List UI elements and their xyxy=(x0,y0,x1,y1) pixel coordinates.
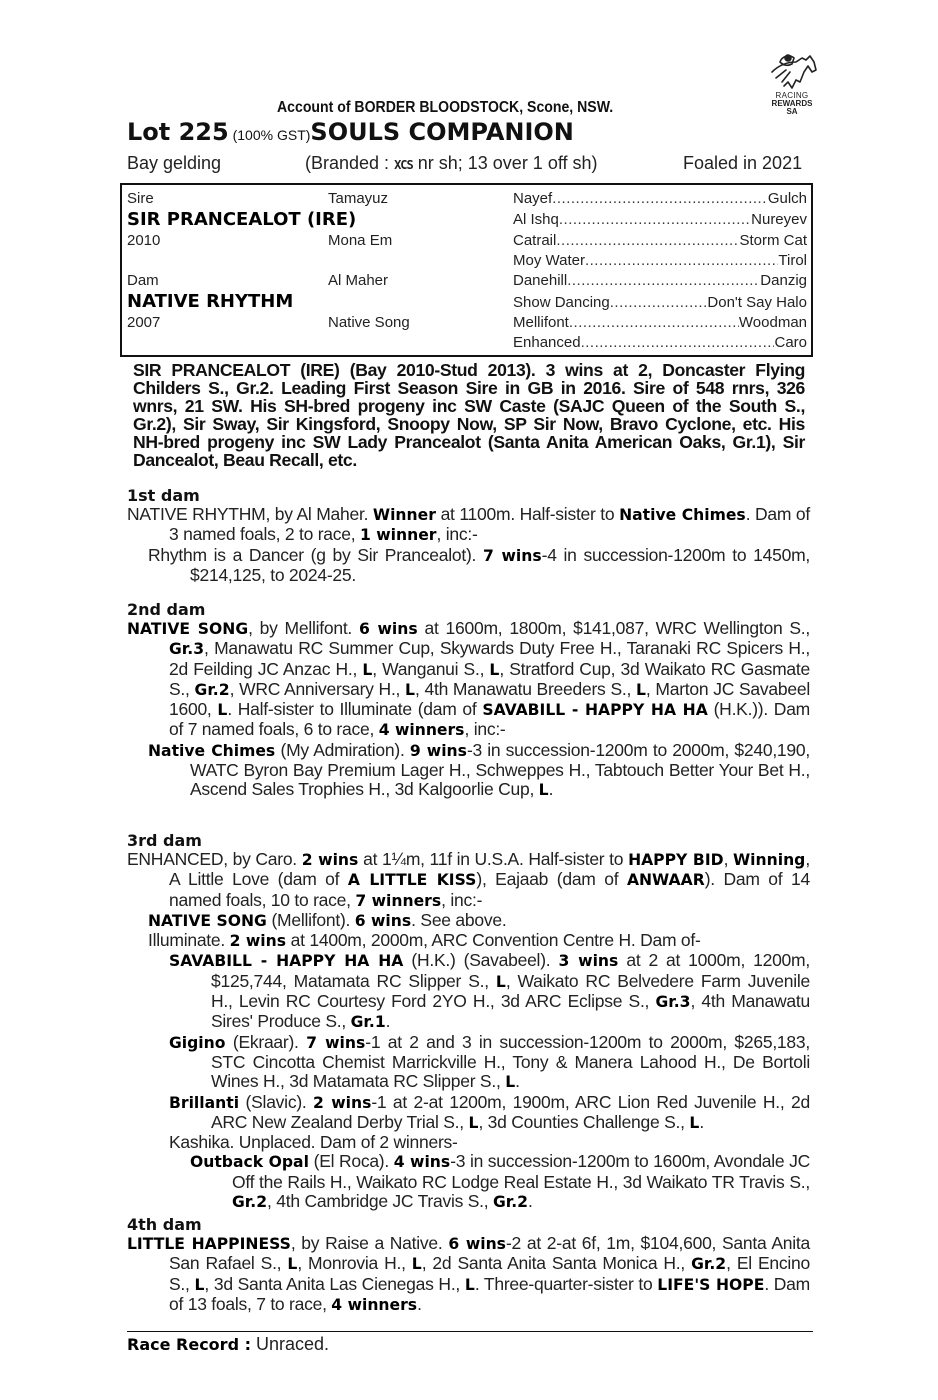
bold-run: A LITTLE KISS xyxy=(347,871,477,890)
bold-run: 2 wins xyxy=(229,932,287,951)
text-run: (El Roca). xyxy=(308,1151,394,1172)
dam-sire: Al Maher xyxy=(328,272,389,289)
dam-label: Dam xyxy=(127,272,159,289)
lot-number: Lot 225 xyxy=(127,118,229,146)
bold-run: Native Chimes xyxy=(148,741,276,760)
bold-run: L xyxy=(495,972,506,991)
gen3-left: Catrail xyxy=(513,232,557,249)
text-run: -4 in succession-1200m to 1450m, $214,125, to 2024-25. xyxy=(190,544,811,585)
text-run: -3 in succession-1200m to 2000m, $240,190, WATC Byron Bay Premium Lager H., Schweppes H., Tabtouch Better Your Bet H., Ascend Sales Trophies H., 3d Kalgoorlie Cup, xyxy=(190,739,810,800)
pedigree-gen3-row xyxy=(513,232,807,249)
text-run: , by Raise a Native. xyxy=(290,1233,449,1253)
gen3-left: Al Ishq xyxy=(513,211,559,228)
gen3-right: Storm Cat xyxy=(739,232,807,249)
text-run: , inc:- xyxy=(464,719,506,740)
race-record xyxy=(127,1334,329,1355)
text-run: . xyxy=(515,1071,520,1092)
pedigree-paragraph xyxy=(127,911,810,931)
brand-prefix: (Branded : xyxy=(305,153,395,173)
pedigree-table xyxy=(120,183,813,357)
bold-run: 1 winner xyxy=(359,526,437,545)
text-run: , 4th Manawatu Breeders S., xyxy=(414,678,636,699)
bold-run: 9 wins xyxy=(409,741,467,760)
pedigree-paragraph xyxy=(127,619,810,741)
gen3-left: Enhanced xyxy=(513,334,581,351)
sire-summary: SIR PRANCEALOT (IRE) (Bay 2010-Stud 2013). 3 wins at 2, Doncaster Flying Childers S., Gr.2. Leading First Season Sire in GB in 2016. Sire of 548 rnrs, 326 wnrs, 21 SW. His SH-bred progeny inc SW Caste (SAJC Queen of the South S., Gr.2), Sir Sway, Sir Kingsford, Snoopy Now, SP Sir Now, Bravo Cyclone, etc. His NH-bred progeny inc SW Lady Prancealot (Santa Anita American Oaks, Gr.1), Sir Dancealot, Beau Recall, etc. xyxy=(133,360,805,470)
divider xyxy=(127,1331,813,1332)
bold-run: Gr.3 xyxy=(655,993,691,1012)
logo-line-racing: RACING xyxy=(775,91,809,100)
bold-run: 7 wins xyxy=(483,546,542,565)
bold-run: Gr.1 xyxy=(350,1013,386,1032)
text-run: . xyxy=(699,1111,704,1132)
race-record-value: Unraced. xyxy=(250,1334,330,1354)
bold-run: SAVABILL - HAPPY HA HA xyxy=(482,701,708,720)
bold-run: Gr.2 xyxy=(232,1193,268,1212)
text-run: . Three-quarter-sister to xyxy=(474,1273,658,1294)
text-run: Kashika. Unplaced. Dam of 2 winners- xyxy=(169,1132,458,1153)
bold-run: NATIVE SONG xyxy=(127,620,249,638)
text-run: (Ekraar). xyxy=(225,1031,307,1052)
bold-run: L xyxy=(689,1113,700,1132)
text-run: ). Dam of 14 named foals, 10 to race, xyxy=(169,869,810,910)
bold-run: 2 wins xyxy=(313,1093,372,1112)
bold-run: 4 winners xyxy=(331,1295,418,1314)
bold-run: Native Chimes xyxy=(619,506,746,524)
text-run: , Manawatu RC Summer Cup, Skywards Duty Free H., Taranaki RC Spicers H., 2d Feilding JC Anzac H., xyxy=(169,638,810,679)
text-run: at 1400m, 2000m, ARC Convention Centre H. Dam of- xyxy=(286,930,701,951)
text-run: , 3d Santa Anita Las Cienegas H., xyxy=(204,1273,465,1294)
bold-run: L xyxy=(538,781,549,800)
sire-year: 2010 xyxy=(127,232,161,249)
bold-run: Outback Opal xyxy=(190,1153,309,1172)
text-run: (H.K.)). Dam of 7 named foals, 6 to race, xyxy=(169,699,811,740)
sire-sire: Tamayuz xyxy=(328,190,389,207)
brand-info xyxy=(305,153,598,174)
logo-line-rewards: REWARDS xyxy=(771,99,813,108)
gen3-left: Moy Water xyxy=(513,252,585,269)
pedigree-gen3-row xyxy=(513,252,807,269)
text-run: . See above. xyxy=(411,909,507,930)
pedigree-paragraph xyxy=(127,850,810,911)
pedigree-paragraph xyxy=(127,931,810,951)
bold-run: 7 winners xyxy=(355,891,442,910)
dam-section-1 xyxy=(127,486,810,585)
dam-dam: Native Song xyxy=(328,314,410,331)
pedigree-paragraph xyxy=(127,546,810,586)
race-record-label: Race Record : xyxy=(127,1335,251,1354)
text-run: , 3d Counties Challenge S., xyxy=(478,1111,690,1132)
text-run: -1 at 2 and 3 in succession-1200m to 2000m, $265,183, STC Cincotta Chemist Marrickville H., Tony & Manera Lahood H., De Bortoli Wines H., 3d Matamata RC Slipper S., xyxy=(211,1031,810,1092)
text-run: . xyxy=(528,1191,533,1212)
bold-run: Gigino xyxy=(169,1033,226,1052)
gen3-right: Nureyev xyxy=(751,211,807,228)
bold-run: L xyxy=(411,1255,422,1274)
text-run: at 1¼m, 11f in U.S.A. Half-sister to xyxy=(358,849,629,869)
bold-run: HAPPY BID xyxy=(628,851,724,869)
text-run: , xyxy=(723,849,733,869)
text-run: , Wanganui S., xyxy=(372,658,490,679)
text-run: , El Encino S., xyxy=(169,1253,810,1294)
text-run: ), Eajaab (dam of xyxy=(476,869,627,890)
gen3-right: Tirol xyxy=(778,252,807,269)
pedigree-gen3-row xyxy=(513,314,807,331)
text-run: at 1600m, 1800m, $141,087, WRC Wellington S., xyxy=(417,618,810,638)
text-run: -3 in succession-1200m to 1600m, Avondale JC Off the Rails H., Waikato RC Lodge Real Estate H., 3d Waikato TR Travis S., xyxy=(232,1151,810,1192)
dam-year: 2007 xyxy=(127,314,161,331)
text-run: . Half-sister to Illuminate (dam of xyxy=(227,699,483,720)
bold-run: L xyxy=(362,660,373,679)
text-run: , 4th Manawatu Sires' Produce S., xyxy=(211,991,810,1032)
gen3-left: Show Dancing xyxy=(513,294,610,311)
bold-run: L xyxy=(405,680,415,699)
text-run: , Monrovia H., xyxy=(297,1253,412,1274)
gen3-right: Caro xyxy=(774,334,807,351)
text-run: , Waikato RC Belvedere Farm Juvenile H., Levin RC Courtesy Ford 2YO H., 3d ARC Eclipse S., xyxy=(211,970,810,1012)
dam-section-2 xyxy=(127,600,810,801)
pedigree-gen3-row xyxy=(513,334,807,351)
bold-run: Winning xyxy=(732,851,806,869)
text-run: , inc:- xyxy=(436,524,478,545)
pedigree-paragraph xyxy=(127,951,810,1032)
text-run: . Dam of 13 foals, 7 to race, xyxy=(169,1273,810,1314)
pedigree-gen3-row xyxy=(513,272,807,289)
pedigree-paragraph xyxy=(127,1093,810,1134)
bold-run: LITTLE HAPPINESS xyxy=(127,1235,291,1253)
pedigree-gen3-row xyxy=(513,190,807,207)
section-body xyxy=(127,850,810,1212)
text-run: Illuminate. xyxy=(148,930,230,951)
pedigree-gen3-row xyxy=(513,211,807,228)
text-run: , 2d Santa Anita Santa Monica H., xyxy=(421,1253,692,1274)
bold-run: 6 wins xyxy=(358,620,418,638)
section-title: 2nd dam xyxy=(127,600,206,619)
bold-run: L xyxy=(464,1275,475,1294)
text-run: ENHANCED, by Caro. xyxy=(127,849,302,869)
text-run: , WRC Anniversary H., xyxy=(229,678,406,699)
gen3-left: Mellifont xyxy=(513,314,569,331)
sire-name: SIR PRANCEALOT (IRE) xyxy=(127,209,357,230)
text-run: , Stratford Cup, 3d Waikato RC Gasmate S., xyxy=(169,658,811,699)
section-body xyxy=(127,619,810,801)
text-run: . xyxy=(548,779,554,800)
bold-run: L xyxy=(194,1275,205,1294)
sire-label: Sire xyxy=(127,190,154,207)
text-run: , by Mellifont. xyxy=(248,618,359,638)
bold-run: Winner xyxy=(372,506,436,524)
gen3-left: Nayef xyxy=(513,190,553,207)
bold-run: LIFE'S HOPE xyxy=(657,1275,765,1294)
pedigree-paragraph xyxy=(127,505,810,546)
bold-run: L xyxy=(505,1073,516,1092)
pedigree-paragraph xyxy=(127,1152,810,1212)
dam-name: NATIVE RHYTHM xyxy=(127,291,294,312)
text-run: . xyxy=(417,1293,422,1314)
brand-mark-icon: XCS xyxy=(394,158,413,172)
bold-run: SAVABILL - HAPPY HA HA xyxy=(169,952,404,971)
bold-run: 4 winners xyxy=(378,721,465,740)
foaled-year: Foaled in 2021 xyxy=(683,153,803,173)
text-run: , 4th Cambridge JC Travis S., xyxy=(267,1191,493,1212)
vendor-account: Account of BORDER BLOODSTOCK, Scone, NSW. xyxy=(277,99,614,116)
bold-run: Gr.3 xyxy=(169,640,205,659)
sire-dam: Mona Em xyxy=(328,232,393,249)
text-run: at 2 at 1000m, 1200m, $125,744, Matamata RC Slipper S., xyxy=(211,950,810,991)
text-run: , A Little Love (dam of xyxy=(169,849,810,890)
text-run: -2 at 2-at 6f, 1m, $104,600, Santa Anita San Rafael S., xyxy=(169,1233,810,1274)
horse-description: Bay gelding xyxy=(127,153,222,173)
text-run: . xyxy=(385,1011,391,1032)
bold-run: L xyxy=(217,701,228,720)
bold-run: Gr.2 xyxy=(194,680,230,699)
text-run: -1 at 2-at 1200m, 1900m, ARC Lion Red Juvenile H., 2d ARC New Zealand Derby Trial S., xyxy=(211,1091,810,1132)
dam-section-3 xyxy=(127,831,810,1212)
text-run: (H.K.) (Savabeel). xyxy=(403,950,559,971)
bold-run: ANWAAR xyxy=(626,871,705,890)
text-run: (Mellifont). xyxy=(266,909,355,930)
gen3-right: Gulch xyxy=(767,190,807,207)
bold-run: NATIVE SONG xyxy=(148,911,267,930)
bold-run: L xyxy=(287,1255,298,1274)
bold-run: 6 wins xyxy=(448,1235,506,1253)
bold-run: Gr.2 xyxy=(691,1255,727,1274)
bold-run: L xyxy=(489,660,500,679)
brand-suffix: nr sh; 13 over 1 off sh) xyxy=(412,153,598,173)
text-run: Rhythm is a Dancer (g by Sir Prancealot). xyxy=(148,544,483,565)
gen3-left: Danehill xyxy=(513,272,568,289)
section-title: 4th dam xyxy=(127,1215,202,1234)
section-body xyxy=(127,1234,810,1315)
bold-run: 6 wins xyxy=(354,911,412,930)
logo-line-sa: SA xyxy=(786,107,798,116)
pedigree-paragraph xyxy=(127,741,810,801)
bold-run: 2 wins xyxy=(301,851,359,869)
jockey-horse-icon xyxy=(766,52,818,92)
section-title: 3rd dam xyxy=(127,831,202,850)
bold-run: 3 wins xyxy=(558,952,619,971)
text-run: (Slavic). xyxy=(239,1091,314,1112)
text-run: . Dam of 3 named foals, 2 to race, xyxy=(169,504,810,545)
pedigree-paragraph xyxy=(127,1033,810,1093)
pedigree-paragraph xyxy=(127,1234,810,1315)
section-title: 1st dam xyxy=(127,486,200,505)
dam-section-4 xyxy=(127,1215,810,1315)
text-run: , inc:- xyxy=(441,889,483,910)
pedigree-gen3-row xyxy=(513,294,807,311)
gst-note: (100% GST) xyxy=(228,127,311,143)
bold-run: L xyxy=(635,680,646,699)
bold-run: Brillanti xyxy=(169,1093,240,1112)
section-body xyxy=(127,505,810,585)
bold-run: L xyxy=(468,1113,479,1132)
pedigree-paragraph xyxy=(127,1133,810,1152)
gen3-right: Woodman xyxy=(738,314,807,331)
bold-run: 7 wins xyxy=(306,1033,366,1052)
text-run: at 1100m. Half-sister to xyxy=(435,504,620,524)
text-run: (My Admiration). xyxy=(275,739,410,760)
horse-name: SOULS COMPANION xyxy=(310,118,574,146)
bold-run: Gr.2 xyxy=(492,1193,529,1212)
gen3-right: Don't Say Halo xyxy=(707,294,807,311)
racing-rewards-sa-logo xyxy=(762,52,822,122)
lot-title xyxy=(127,118,574,146)
text-run: , Marton JC Savabeel 1600, xyxy=(169,678,810,720)
text-run: NATIVE RHYTHM, by Al Maher. xyxy=(127,504,373,524)
bold-run: 4 wins xyxy=(393,1153,451,1172)
gen3-right: Danzig xyxy=(760,272,807,289)
